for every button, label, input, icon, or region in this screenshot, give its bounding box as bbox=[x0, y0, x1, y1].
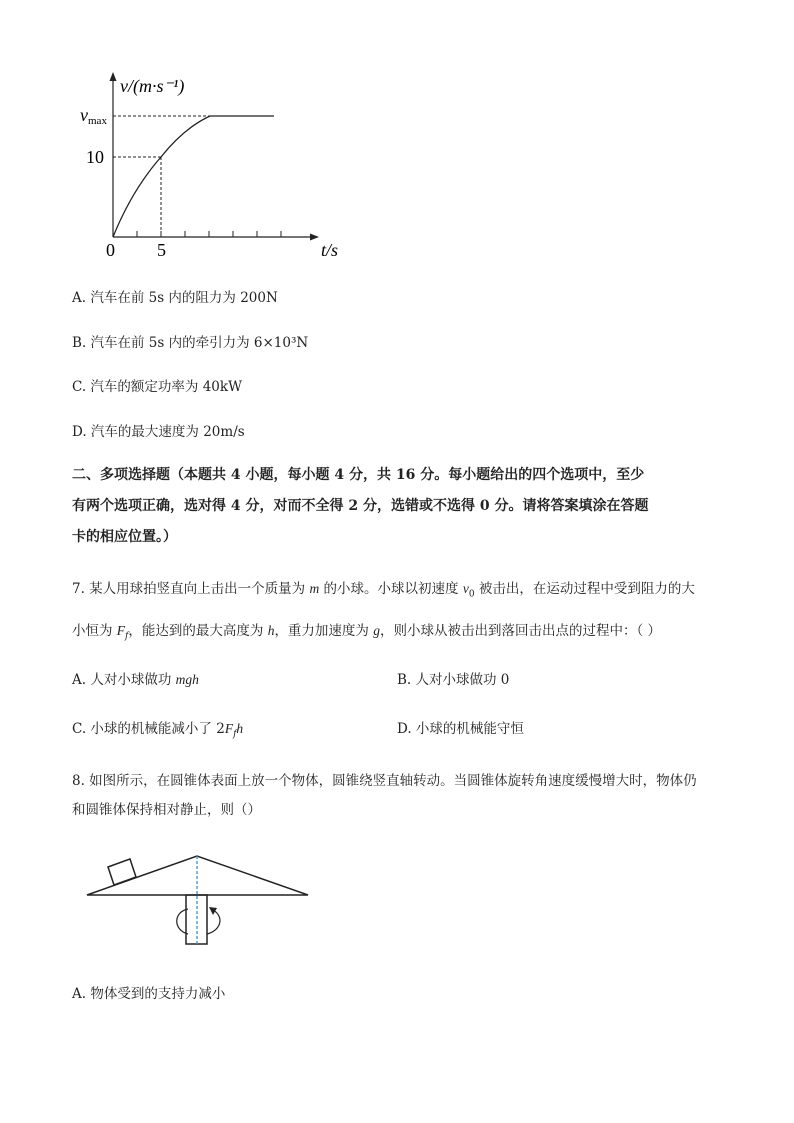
q6-option-b: B. 汽车在前 5s 内的牵引力为 6×10³N bbox=[72, 335, 309, 351]
section2-line2: 有两个选项正确，选对得 4 分，对而不全得 2 分，选错或不选得 0 分。请将答案填涂在答题 bbox=[72, 498, 649, 514]
q8-option-a: A. 物体受到的支持力减小 bbox=[72, 986, 226, 1002]
section2-line1: 二、多项选择题（本题共 4 小题，每小题 4 分，共 16 分。每小题给出的四个选项中，至少 bbox=[72, 467, 645, 483]
q7-stem-line1: 7. 某人用球拍竖直向上击出一个质量为 m 的小球。小球以初速度 $v_0$ 被击出，在运动过程中受到阻力的大 bbox=[72, 581, 695, 600]
q7-option-c: C. 小球的机械能减小了 $2F_fh$ bbox=[72, 721, 244, 740]
y-axis-arrow bbox=[110, 72, 117, 81]
y-tick-10: 10 bbox=[86, 147, 104, 167]
q6-option-c: C. 汽车的额定功率为 40kW bbox=[72, 379, 242, 395]
x-tick-5: 5 bbox=[157, 240, 166, 260]
q8-stem-line1: 8. 如图所示，在圆锥体表面上放一个物体，圆锥绕竖直轴转动。当圆锥体旋转角速度缓慢增大时，物体仍 bbox=[72, 773, 697, 789]
x-axis-arrow bbox=[310, 234, 319, 241]
q7-stem-line2: 小恒为 $F_f$，能达到的最大高度为 h，重力加速度为 g，则小球从被击出到落回击出点的过程中：（ ） bbox=[72, 623, 662, 642]
q7-option-d: D. 小球的机械能守恒 bbox=[397, 721, 524, 737]
q8-stem-line2: 和圆锥体保持相对静止，则（） bbox=[72, 802, 261, 818]
q6-option-d: D. 汽车的最大速度为 20m/s bbox=[72, 424, 245, 440]
x-axis-label: t/s bbox=[321, 240, 339, 260]
q7-option-b: B. 人对小球做功 0 bbox=[397, 672, 510, 688]
x-axis-ticks bbox=[137, 231, 281, 237]
velocity-time-graph bbox=[70, 70, 360, 265]
q7-option-a: A. 人对小球做功 mgh bbox=[72, 672, 199, 688]
origin-label: 0 bbox=[106, 240, 115, 260]
rotating-cone-diagram bbox=[80, 850, 320, 950]
object-block bbox=[108, 859, 136, 885]
vmax-label: vmax bbox=[80, 105, 107, 127]
q6-option-a: A. 汽车在前 5s 内的阻力为 200N bbox=[72, 290, 278, 306]
velocity-curve bbox=[113, 116, 274, 237]
rotation-arrowhead bbox=[209, 907, 217, 915]
section2-line3: 卡的相应位置。） bbox=[72, 529, 177, 545]
y-axis-label: v/(m·s⁻¹) bbox=[120, 76, 185, 96]
